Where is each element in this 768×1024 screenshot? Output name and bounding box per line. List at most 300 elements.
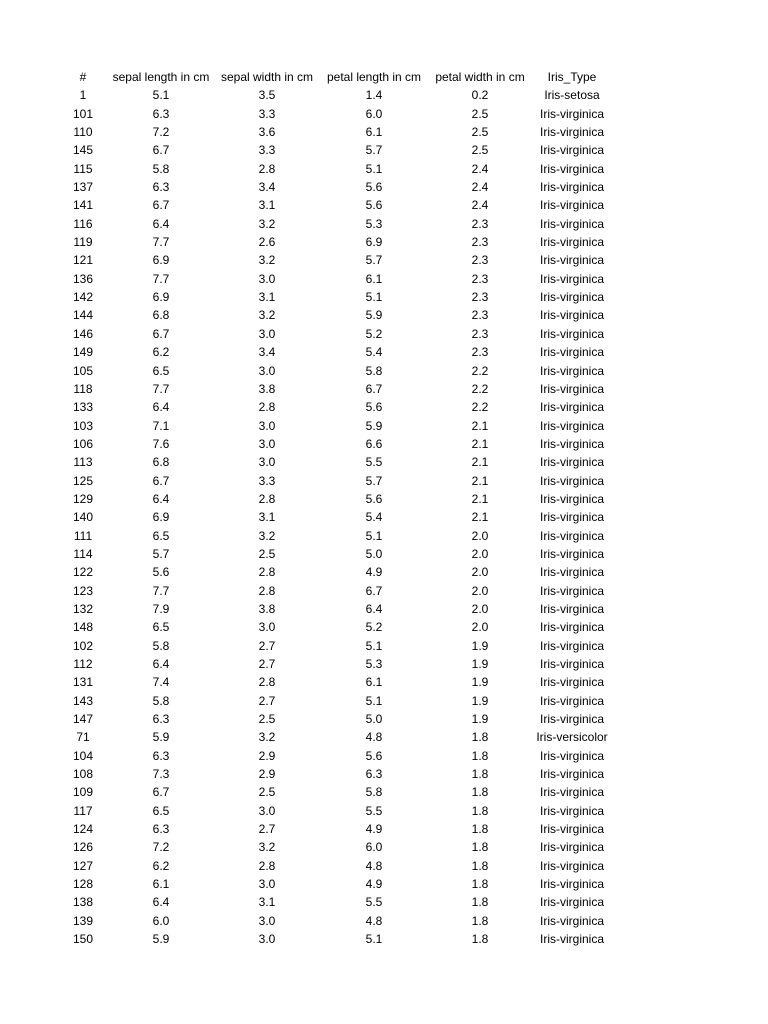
- cell-index: 101: [72, 106, 94, 121]
- cell-petal-length: 6.7: [365, 583, 383, 598]
- cell-sepal-width: 3.2: [258, 216, 276, 231]
- table-row: [58, 582, 612, 600]
- cell-petal-width: 2.3: [471, 308, 489, 323]
- cell-petal-length: 5.3: [365, 216, 383, 231]
- cell-petal-length: 5.5: [365, 803, 383, 818]
- cell-iris-type: Iris-virginica: [539, 803, 604, 818]
- cell-index: 138: [72, 895, 94, 910]
- cell-petal-width: 2.1: [471, 455, 489, 470]
- cell-sepal-width: 3.6: [258, 125, 276, 140]
- cell-petal-width: 2.0: [471, 565, 489, 580]
- cell-index: 131: [72, 675, 94, 690]
- cell-sepal-length: 6.3: [152, 712, 170, 727]
- cell-petal-width: 2.5: [471, 106, 489, 121]
- cell-index: 144: [72, 308, 94, 323]
- cell-sepal-width: 3.3: [258, 106, 276, 121]
- cell-index: 132: [72, 601, 94, 616]
- cell-index: 115: [73, 161, 93, 176]
- cell-iris-type: Iris-virginica: [539, 565, 604, 580]
- cell-sepal-width: 3.0: [258, 436, 276, 451]
- table-row: [58, 160, 612, 178]
- cell-sepal-length: 5.9: [152, 730, 170, 745]
- cell-index: 123: [72, 583, 94, 598]
- table-row: [58, 215, 612, 233]
- cell-petal-width: 2.3: [471, 326, 489, 341]
- cell-petal-length: 5.1: [365, 161, 383, 176]
- cell-sepal-length: 6.9: [152, 253, 170, 268]
- cell-sepal-width: 3.0: [258, 455, 276, 470]
- cell-petal-width: 2.5: [471, 125, 489, 140]
- cell-sepal-length: 6.3: [152, 106, 170, 121]
- cell-petal-width: 2.1: [471, 418, 489, 433]
- cell-iris-type: Iris-virginica: [539, 675, 604, 690]
- cell-iris-type: Iris-virginica: [539, 235, 604, 250]
- cell-petal-width: 2.3: [471, 290, 489, 305]
- cell-petal-length: 5.5: [365, 895, 383, 910]
- cell-sepal-length: 6.3: [152, 748, 170, 763]
- cell-iris-type: Iris-virginica: [539, 253, 604, 268]
- cell-index: 108: [72, 767, 94, 782]
- cell-petal-length: 5.7: [365, 143, 383, 158]
- cell-petal-length: 4.8: [365, 858, 383, 873]
- cell-sepal-length: 6.9: [152, 510, 170, 525]
- cell-petal-width: 1.9: [471, 675, 489, 690]
- cell-index: 118: [73, 381, 93, 396]
- cell-sepal-length: 6.4: [152, 216, 170, 231]
- cell-sepal-length: 5.7: [152, 546, 170, 561]
- cell-iris-type: Iris-virginica: [539, 143, 604, 158]
- cell-sepal-width: 2.8: [258, 400, 276, 415]
- cell-petal-length: 5.4: [365, 510, 383, 525]
- cell-petal-length: 5.6: [365, 198, 383, 213]
- cell-sepal-length: 6.1: [152, 877, 170, 892]
- cell-sepal-length: 6.8: [152, 308, 170, 323]
- cell-iris-type: Iris-virginica: [539, 583, 604, 598]
- cell-sepal-length: 6.5: [152, 528, 170, 543]
- cell-sepal-width: 3.0: [258, 271, 276, 286]
- cell-petal-length: 5.5: [365, 455, 383, 470]
- header-cell-index: #: [79, 70, 87, 84]
- cell-sepal-width: 2.8: [258, 583, 276, 598]
- cell-index: 119: [73, 235, 93, 250]
- cell-index: 129: [72, 491, 94, 506]
- cell-index: 110: [73, 125, 93, 140]
- cell-petal-width: 1.8: [471, 785, 489, 800]
- cell-index: 114: [73, 546, 93, 561]
- cell-iris-type: Iris-virginica: [539, 436, 604, 451]
- table-row: [58, 802, 612, 820]
- table-row: [58, 86, 612, 104]
- table-row: [58, 251, 612, 269]
- cell-petal-length: 1.4: [365, 88, 383, 103]
- cell-sepal-width: 3.0: [258, 913, 276, 928]
- cell-petal-width: 2.0: [471, 528, 489, 543]
- cell-sepal-length: 6.7: [152, 785, 170, 800]
- table-row: [58, 380, 612, 398]
- table-row: [58, 692, 612, 710]
- cell-petal-width: 2.3: [471, 345, 489, 360]
- cell-sepal-width: 2.8: [258, 565, 276, 580]
- cell-sepal-width: 3.1: [258, 510, 276, 525]
- cell-iris-type: Iris-virginica: [539, 785, 604, 800]
- table-row: [58, 472, 612, 490]
- cell-sepal-length: 6.4: [152, 491, 170, 506]
- cell-sepal-length: 6.7: [152, 143, 170, 158]
- cell-index: 149: [72, 345, 94, 360]
- cell-petal-width: 2.3: [471, 235, 489, 250]
- table-row: [58, 398, 612, 416]
- cell-iris-type: Iris-versicolor: [536, 730, 608, 745]
- table-body: [58, 86, 612, 948]
- table-row: [58, 196, 612, 214]
- cell-petal-width: 2.1: [471, 491, 489, 506]
- cell-sepal-width: 2.5: [258, 712, 276, 727]
- cell-sepal-width: 3.4: [258, 180, 276, 195]
- cell-iris-type: Iris-virginica: [539, 712, 604, 727]
- cell-petal-width: 1.9: [471, 712, 489, 727]
- cell-petal-length: 6.9: [365, 235, 383, 250]
- cell-petal-width: 1.9: [471, 657, 489, 671]
- table-row: [58, 765, 612, 783]
- table-row: [58, 508, 612, 526]
- cell-iris-type: Iris-virginica: [539, 546, 604, 561]
- cell-sepal-length: 6.5: [152, 620, 170, 635]
- table-row: [58, 362, 612, 380]
- cell-index: 142: [72, 290, 94, 305]
- cell-iris-type: Iris-virginica: [539, 180, 604, 195]
- table-row: [58, 783, 612, 801]
- cell-iris-type: Iris-virginica: [539, 748, 604, 763]
- header-cell-sepal-width: sepal width in cm: [220, 70, 314, 84]
- cell-sepal-width: 3.1: [258, 290, 276, 305]
- table-row: [58, 417, 612, 435]
- cell-sepal-width: 3.3: [258, 143, 276, 158]
- cell-iris-type: Iris-virginica: [539, 840, 604, 855]
- cell-sepal-length: 7.2: [152, 125, 170, 140]
- cell-petal-length: 5.9: [365, 418, 383, 433]
- table-row: [58, 288, 612, 306]
- cell-index: 121: [72, 253, 94, 268]
- cell-sepal-width: 3.2: [258, 840, 276, 855]
- iris-data-table: [58, 68, 612, 949]
- cell-sepal-length: 6.2: [152, 858, 170, 873]
- cell-petal-width: 1.8: [471, 803, 489, 818]
- table-row: [58, 618, 612, 636]
- table-row: [58, 857, 612, 875]
- table-row: [58, 105, 612, 123]
- cell-index: 127: [72, 858, 94, 873]
- cell-petal-width: 2.0: [471, 546, 489, 561]
- cell-petal-length: 5.0: [365, 712, 383, 727]
- cell-petal-width: 1.9: [471, 638, 489, 653]
- table-row: [58, 178, 612, 196]
- cell-petal-length: 4.9: [365, 822, 383, 837]
- header-row: [58, 68, 612, 86]
- cell-sepal-length: 5.8: [152, 161, 170, 176]
- cell-index: 148: [72, 620, 94, 635]
- table-row: [58, 306, 612, 324]
- cell-index: 117: [73, 803, 93, 818]
- header-cell-iris-type: Iris_Type: [547, 70, 597, 84]
- table-row: [58, 270, 612, 288]
- cell-petal-width: 1.8: [471, 767, 489, 782]
- table-row: [58, 435, 612, 453]
- cell-sepal-width: 3.2: [258, 730, 276, 745]
- cell-sepal-length: 7.7: [152, 381, 170, 396]
- cell-petal-length: 5.4: [365, 345, 383, 360]
- cell-iris-type: Iris-virginica: [539, 528, 604, 543]
- cell-petal-length: 5.1: [365, 932, 383, 947]
- cell-petal-width: 2.3: [471, 216, 489, 231]
- cell-index: 109: [72, 785, 94, 800]
- cell-index: 128: [72, 877, 94, 892]
- cell-petal-length: 5.7: [365, 473, 383, 488]
- header-cell-sepal-length: sepal length in cm: [112, 70, 210, 84]
- cell-petal-width: 2.1: [471, 473, 489, 488]
- cell-petal-length: 6.0: [365, 106, 383, 121]
- cell-index: 136: [72, 271, 94, 286]
- cell-sepal-width: 3.2: [258, 528, 276, 543]
- cell-sepal-width: 2.8: [258, 858, 276, 873]
- cell-petal-length: 5.1: [365, 290, 383, 305]
- cell-sepal-length: 6.8: [152, 455, 170, 470]
- cell-petal-length: 5.1: [365, 528, 383, 543]
- cell-sepal-width: 2.5: [258, 546, 276, 561]
- cell-sepal-length: 5.1: [152, 88, 170, 103]
- cell-petal-width: 2.3: [471, 271, 489, 286]
- cell-sepal-width: 3.0: [258, 418, 276, 433]
- cell-petal-length: 5.6: [365, 400, 383, 415]
- cell-sepal-width: 3.5: [258, 88, 276, 103]
- cell-sepal-width: 3.1: [258, 198, 276, 213]
- cell-petal-length: 5.6: [365, 491, 383, 506]
- cell-sepal-length: 7.9: [152, 601, 170, 616]
- cell-petal-length: 5.6: [365, 748, 383, 763]
- table-row: [58, 673, 612, 691]
- cell-petal-length: 6.1: [365, 675, 383, 690]
- cell-sepal-width: 2.8: [258, 161, 276, 176]
- cell-sepal-width: 3.8: [258, 601, 276, 616]
- table-row: [58, 838, 612, 856]
- cell-iris-type: Iris-virginica: [539, 125, 604, 140]
- cell-iris-type: Iris-virginica: [539, 290, 604, 305]
- table-row: [58, 710, 612, 728]
- cell-index: 133: [72, 400, 94, 415]
- cell-index: 106: [72, 436, 94, 451]
- cell-petal-length: 5.1: [365, 638, 383, 653]
- cell-petal-length: 6.7: [365, 381, 383, 396]
- cell-iris-type: Iris-virginica: [539, 308, 604, 323]
- cell-petal-length: 5.0: [365, 546, 383, 561]
- cell-index: 150: [72, 932, 94, 947]
- cell-iris-type: Iris-virginica: [539, 767, 604, 782]
- cell-sepal-width: 2.5: [258, 785, 276, 800]
- cell-index: 113: [73, 455, 93, 470]
- cell-sepal-width: 3.3: [258, 473, 276, 488]
- cell-index: 125: [72, 473, 94, 488]
- cell-sepal-width: 3.0: [258, 326, 276, 341]
- cell-petal-width: 2.0: [471, 583, 489, 598]
- table-row: [58, 527, 612, 545]
- cell-iris-type: Iris-virginica: [539, 822, 604, 837]
- cell-petal-width: 2.5: [471, 143, 489, 158]
- cell-iris-type: Iris-virginica: [539, 638, 604, 653]
- table-row: [58, 820, 612, 838]
- cell-iris-type: Iris-virginica: [539, 345, 604, 360]
- cell-petal-width: 2.0: [471, 601, 489, 616]
- cell-petal-width: 0.2: [471, 88, 489, 103]
- cell-index: 112: [73, 657, 93, 671]
- cell-petal-length: 4.8: [365, 913, 383, 928]
- cell-petal-width: 2.0: [471, 620, 489, 635]
- cell-sepal-length: 5.9: [152, 932, 170, 947]
- cell-sepal-width: 3.2: [258, 253, 276, 268]
- cell-petal-length: 5.6: [365, 180, 383, 195]
- cell-petal-length: 5.2: [365, 620, 383, 635]
- cell-petal-width: 1.8: [471, 913, 489, 928]
- cell-petal-width: 2.3: [471, 253, 489, 268]
- cell-sepal-length: 6.7: [152, 473, 170, 488]
- spreadsheet-page: [58, 68, 612, 949]
- cell-iris-type: Iris-virginica: [539, 895, 604, 910]
- cell-iris-type: Iris-virginica: [539, 657, 604, 671]
- cell-index: 140: [72, 510, 94, 525]
- header-cell-petal-width: petal width in cm: [435, 70, 525, 84]
- cell-petal-length: 5.8: [365, 785, 383, 800]
- cell-petal-length: 5.3: [365, 657, 383, 671]
- cell-index: 126: [72, 840, 94, 855]
- table-row: [58, 893, 612, 911]
- cell-petal-length: 5.1: [365, 693, 383, 708]
- table-row: [58, 563, 612, 581]
- cell-sepal-width: 3.0: [258, 877, 276, 892]
- cell-sepal-width: 2.6: [258, 235, 276, 250]
- cell-iris-type: Iris-virginica: [539, 913, 604, 928]
- cell-iris-type: Iris-virginica: [539, 601, 604, 616]
- table-row: [58, 343, 612, 361]
- cell-sepal-width: 3.2: [258, 308, 276, 323]
- cell-iris-type: Iris-virginica: [539, 510, 604, 525]
- cell-sepal-width: 3.8: [258, 381, 276, 396]
- cell-sepal-length: 7.6: [152, 436, 170, 451]
- cell-sepal-width: 2.9: [258, 748, 276, 763]
- cell-petal-width: 1.8: [471, 822, 489, 837]
- cell-petal-width: 2.1: [471, 436, 489, 451]
- cell-sepal-width: 3.0: [258, 363, 276, 378]
- cell-sepal-width: 2.9: [258, 767, 276, 782]
- cell-sepal-length: 5.6: [152, 565, 170, 580]
- cell-petal-length: 6.6: [365, 436, 383, 451]
- cell-sepal-length: 6.2: [152, 345, 170, 360]
- cell-index: 147: [72, 712, 94, 727]
- cell-iris-type: Iris-virginica: [539, 858, 604, 873]
- cell-petal-width: 1.8: [471, 895, 489, 910]
- cell-index: 145: [72, 143, 94, 158]
- cell-index: 143: [72, 693, 94, 708]
- table-row: [58, 728, 612, 746]
- cell-index: 102: [72, 638, 94, 653]
- cell-index: 146: [72, 326, 94, 341]
- cell-petal-width: 2.2: [471, 363, 489, 378]
- cell-index: 116: [73, 216, 93, 231]
- table-row: [58, 875, 612, 893]
- table-row: [58, 233, 612, 251]
- table-row: [58, 912, 612, 930]
- table-row: [58, 545, 612, 563]
- cell-petal-length: 4.9: [365, 565, 383, 580]
- cell-index: 137: [72, 180, 94, 195]
- cell-iris-type: Iris-virginica: [539, 418, 604, 433]
- cell-petal-width: 1.8: [471, 730, 489, 745]
- table-row: [58, 747, 612, 765]
- cell-index: 1: [79, 88, 87, 103]
- cell-index: 103: [72, 418, 94, 433]
- cell-sepal-width: 3.0: [258, 620, 276, 635]
- cell-iris-type: Iris-virginica: [539, 271, 604, 286]
- cell-sepal-length: 7.7: [152, 235, 170, 250]
- cell-iris-type: Iris-virginica: [539, 491, 604, 506]
- cell-iris-type: Iris-virginica: [539, 106, 604, 121]
- table-row: [58, 490, 612, 508]
- cell-iris-type: Iris-virginica: [539, 877, 604, 892]
- cell-sepal-length: 6.4: [152, 895, 170, 910]
- cell-sepal-length: 6.4: [152, 657, 170, 671]
- cell-iris-type: Iris-virginica: [539, 455, 604, 470]
- cell-petal-length: 6.3: [365, 767, 383, 782]
- cell-index: 105: [72, 363, 94, 378]
- cell-sepal-width: 3.0: [258, 803, 276, 818]
- cell-iris-type: Iris-setosa: [544, 88, 600, 103]
- cell-iris-type: Iris-virginica: [539, 363, 604, 378]
- cell-petal-width: 1.9: [471, 693, 489, 708]
- cell-sepal-width: 2.7: [258, 638, 276, 653]
- cell-sepal-length: 6.5: [152, 363, 170, 378]
- cell-petal-width: 2.1: [471, 510, 489, 525]
- cell-sepal-length: 6.4: [152, 400, 170, 415]
- cell-sepal-length: 5.8: [152, 638, 170, 653]
- cell-petal-length: 5.7: [365, 253, 383, 268]
- cell-sepal-width: 2.7: [258, 657, 276, 671]
- cell-sepal-length: 7.7: [152, 583, 170, 598]
- table-row: [58, 123, 612, 141]
- cell-sepal-length: 7.4: [152, 675, 170, 690]
- cell-petal-length: 6.0: [365, 840, 383, 855]
- table-row: [58, 141, 612, 159]
- cell-sepal-length: 6.5: [152, 803, 170, 818]
- table-row: [58, 453, 612, 471]
- cell-sepal-length: 6.9: [152, 290, 170, 305]
- cell-petal-width: 2.4: [471, 198, 489, 213]
- cell-sepal-length: 6.7: [152, 198, 170, 213]
- table-row: [58, 600, 612, 618]
- cell-sepal-width: 2.7: [258, 693, 276, 708]
- table-row: [58, 637, 612, 655]
- table-row: [58, 325, 612, 343]
- cell-petal-width: 2.2: [471, 381, 489, 396]
- cell-index: 124: [72, 822, 94, 837]
- cell-index: 139: [72, 913, 94, 928]
- cell-iris-type: Iris-virginica: [539, 216, 604, 231]
- cell-sepal-width: 3.0: [258, 932, 276, 947]
- table-row: [58, 930, 612, 948]
- cell-petal-width: 1.8: [471, 840, 489, 855]
- cell-sepal-width: 2.7: [258, 822, 276, 837]
- cell-iris-type: Iris-virginica: [539, 381, 604, 396]
- header-cell-petal-length: petal length in cm: [326, 70, 422, 84]
- cell-index: 141: [72, 198, 94, 213]
- cell-petal-length: 6.1: [365, 271, 383, 286]
- cell-petal-length: 4.9: [365, 877, 383, 892]
